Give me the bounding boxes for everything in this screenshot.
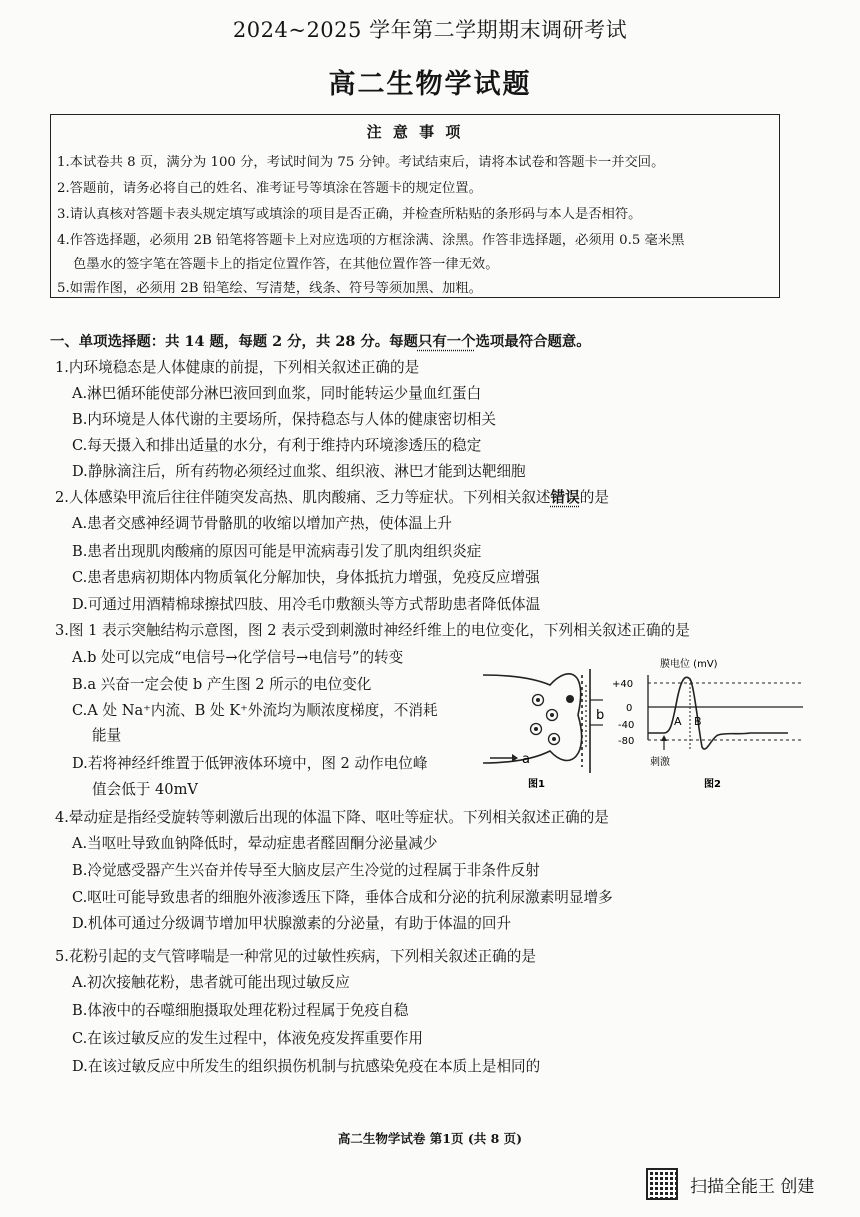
question-5-option: D.在该过敏反应中所发生的组织损伤机制与抗感染免疫在本质上是相同的 [72,1058,541,1075]
exam-main-title: 高二生物学试题 [328,69,532,100]
page-footer: 高二生物学试卷 第1页 (共 8 页) [337,1131,523,1146]
question-1-option: B.内环境是人体代谢的主要场所，保持稳态与人体的健康密切相关 [72,411,496,428]
action-potential-graph [612,657,803,790]
question-3-option: A.b 处可以完成“电信号→化学信号→电信号”的转变 [72,649,404,666]
notice-box [50,114,780,298]
question-4-option: D.机体可通过分级调节增加甲状腺激素的分泌量，有助于体温的回升 [72,915,512,932]
question-5-option: A.初次接触花粉，患者就可能出现过敏反应 [72,974,350,991]
notice-item: 色墨水的签字笔在答题卡上的指定位置作答，在其他位置作答一律无效。 [73,257,499,272]
section-heading: 一、单项选择题：共 14 题，每题 2 分，共 28 分。每题只有一个选项最符合题意。 [50,333,591,350]
synapse-figure [478,655,808,790]
question-2-option: C.患者患病初期体内物质氧化分解加快，身体抵抗力增强，免疫反应增强 [72,569,540,586]
question-1-option: C.每天摄入和排出适量的水分，有利于维持内环境渗透压的稳定 [72,437,482,454]
tick-label: 0 [626,703,633,714]
scanner-brand-text: 扫描全能王 创建 [690,1177,815,1197]
question-3-option: C.A 处 Na⁺内流、B 处 K⁺外流均为顺浓度梯度，不消耗 [72,702,438,719]
question-1-option: A.淋巴循环能使部分淋巴液回到血浆，同时能转运少量血红蛋白 [72,385,482,402]
question-4-option: B.冷觉感受器产生兴奋并传导至大脑皮层产生冷觉的过程属于非条件反射 [72,862,540,879]
notice-item: 4.作答选择题，必须用 2B 铅笔将答题卡上对应选项的方框涂满、涂黑。作答非选择题，必须用 0.5 毫米黑 [57,233,685,248]
question-5-option: C.在该过敏反应的发生过程中，体液免疫发挥重要作用 [72,1030,423,1047]
scanner-watermark [646,1168,846,1204]
y-axis-label: 膜电位 (mV) [660,659,718,670]
notice-item: 1.本试卷共 8 页，满分为 100 分，考试时间为 75 分钟。考试结束后，请将本试卷和答题卡一并交回。 [57,155,665,170]
phase-b-label: B [694,715,702,728]
question-2-option: A.患者交感神经调节骨骼肌的收缩以增加产热，使体温上升 [72,515,453,532]
tick-label: +40 [612,679,634,690]
question-2-option: B.患者出现肌肉酸痛的原因可能是甲流病毒引发了肌肉组织炎症 [72,543,482,560]
question-1-stem: 1.内环境稳态是人体健康的前提，下列相关叙述正确的是 [55,359,420,376]
question-3-option: D.若将神经纤维置于低钾液体环境中，图 2 动作电位峰 [72,755,428,772]
synapse-diagram [483,669,604,790]
question-4-option: A.当呕吐导致血钠降低时，晕动症患者醛固酮分泌量减少 [72,835,438,852]
question-3-option: 值会低于 40mV [92,781,198,798]
question-3-option: B.a 兴奋一定会使 b 产生图 2 所示的电位变化 [72,676,372,693]
tick-label: -80 [618,736,635,747]
notice-item: 5.如需作图，必须用 2B 铅笔绘、写清楚，线条、符号等须加黑、加粗。 [57,281,482,296]
question-2-option: D.可通过用酒精棉球擦拭四肢、用冷毛巾敷额头等方式帮助患者降低体温 [72,596,541,613]
question-4-option: C.呕吐可能导致患者的细胞外液渗透压下降，垂体合成和分泌的抗利尿激素明显增多 [72,889,613,906]
qr-code-icon [646,1168,678,1200]
stimulus-label: 刺激 [650,757,670,768]
question-4-stem: 4.晕动症是指经受旋转等刺激后出现的体温下降、呕吐等症状。下列相关叙述正确的是 [55,809,609,826]
fig1-label-a: a [522,752,530,767]
phase-a-label: A [674,715,682,728]
question-5-option: B.体液中的吞噬细胞摄取处理花粉过程属于免疫自稳 [72,1002,409,1019]
exam-year-title: 2024~2025 学年第二学期期末调研考试 [232,18,628,42]
question-3-option: 能量 [92,727,122,744]
question-5-stem: 5.花粉引起的支气管哮喘是一种常见的过敏性疾病，下列相关叙述正确的是 [55,948,536,965]
fig1-label-b: b [596,708,605,723]
notice-heading: 注 意 事 项 [366,123,464,141]
tick-label: -40 [618,720,635,731]
question-3-stem: 3.图 1 表示突触结构示意图，图 2 表示受到刺激时神经纤维上的电位变化，下列相关叙述正确的是 [55,622,690,639]
fig2-caption: 图2 [704,779,721,790]
notice-item: 3.请认真核对答题卡表头规定填写或填涂的项目是否正确，并检查所粘贴的条形码与本人是否相符。 [57,207,642,222]
question-1-option: D.静脉滴注后，所有药物必须经过血浆、组织液、淋巴才能到达靶细胞 [72,463,526,480]
fig1-caption: 图1 [528,779,545,790]
notice-item: 2.答题前，请务必将自己的姓名、准考证号等填涂在答题卡的规定位置。 [57,181,482,196]
question-2-stem: 2.人体感染甲流后往往伴随突发高热、肌肉酸痛、乏力等症状。下列相关叙述错误的是 [55,489,609,506]
